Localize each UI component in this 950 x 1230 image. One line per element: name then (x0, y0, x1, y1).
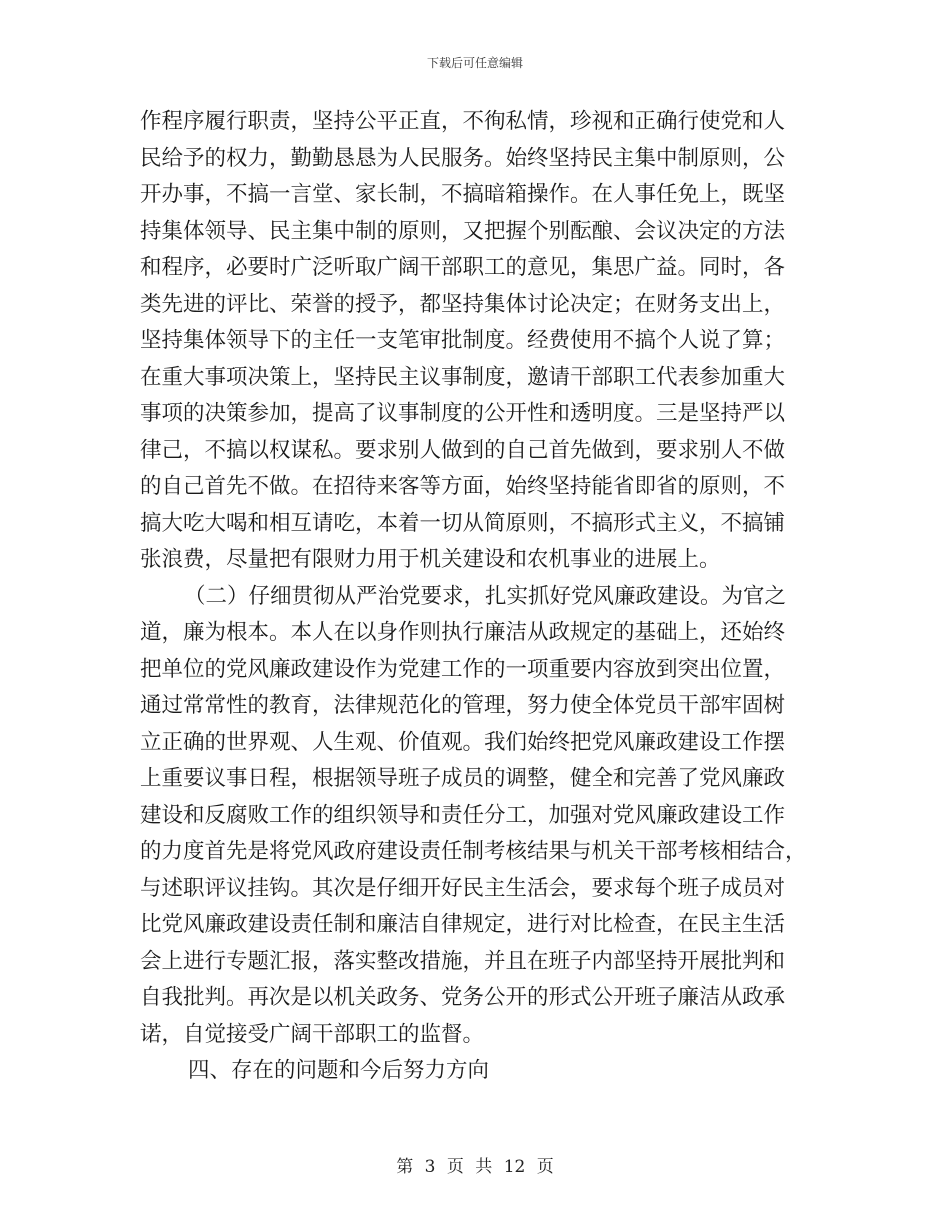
body-line: 与述职评议挂钩。其次是仔细开好民主生活会，要求每个班子成员对 (140, 875, 786, 901)
paragraph-start-line: （二）仔细贯彻从严治党要求，扎实抓好党风廉政建设。为官之 (184, 583, 787, 609)
body-line: 在重大事项决策上，坚持民主议事制度，邀请干部职工代表参加重大 (140, 364, 786, 390)
body-line: 的力度首先是将党风政府建设责任制考核结果与机关干部考核相结合， (140, 839, 807, 864)
body-line: 比党风廉政建设责任制和廉洁自律规定，进行对比检查，在民主生活 (140, 912, 786, 937)
body-line: 和程序，必要时广泛听取广阔干部职工的意见，集思广益。同时，各 (140, 255, 786, 280)
body-line: 民给予的权力，勤勤恳恳为人民服务。始终坚持民主集中制原则，公 (140, 145, 786, 171)
body-line: 会上进行专题汇报，落实整改措施，并且在班子内部坚持开展批判和 (140, 948, 786, 974)
body-line: 开办事，不搞一言堂、家长制，不搞暗箱操作。在人事任免上，既坚 (140, 182, 786, 207)
body-line: 自我批判。再次是以机关政务、党务公开的形式公开班子廉洁从政承 (140, 985, 786, 1010)
body-line: 建设和反腐败工作的组织领导和责任分工，加强对党风廉政建设工作 (140, 802, 786, 828)
body-line: 事项的决策参加，提高了议事制度的公开性和透明度。三是坚持严以 (140, 401, 786, 426)
page-number-footer: 第 3 页 共 12 页 (396, 1157, 554, 1177)
body-line: 道，廉为根本。本人在以身作则执行廉洁从政规定的基础上，还始终 (140, 620, 786, 645)
body-line: 张浪费，尽量把有限财力用于机关建设和农机事业的进展上。 (140, 547, 721, 572)
body-line: 类先进的评比、荣誉的授予，都坚持集体讨论决定；在财务支出上， (140, 291, 786, 317)
body-line: 坚持集体领导下的主任一支笔审批制度。经费使用不搞个人说了算； (140, 328, 786, 353)
body-line: 持集体领导、民主集中制的原则，又把握个别酝酿、会议决定的方法 (140, 218, 786, 244)
body-line: 律己，不搞以权谋私。要求别人做到的自己首先做到，要求别人不做 (140, 437, 786, 463)
body-line: 的自己首先不做。在招待来客等方面，始终坚持能省即省的原则，不 (140, 474, 786, 499)
body-line: 立正确的世界观、人生观、价值观。我们始终把党风廉政建设工作摆 (140, 729, 786, 755)
body-line: 把单位的党风廉政建设作为党建工作的一项重要内容放到突出位置， (140, 656, 786, 682)
body-line: 诺，自觉接受广阔干部职工的监督。 (140, 1021, 485, 1047)
body-line: 作程序履行职责，坚持公平正直，不徇私情，珍视和正确行使党和人 (140, 109, 786, 134)
body-line: 搞大吃大喝和相互请吃，本着一切从简原则，不搞形式主义，不搞铺 (140, 510, 786, 536)
body-line: 通过常常性的教育，法律规范化的管理，努力使全体党员干部牢固树 (140, 693, 786, 718)
document-body (140, 104, 812, 1090)
body-line: 上重要议事日程，根据领导班子成员的调整，健全和完善了党风廉政 (140, 766, 786, 791)
page-header-note: 下载后可任意编辑 (426, 56, 523, 70)
section-heading: 四、存在的问题和今后努力方向 (188, 1058, 490, 1083)
